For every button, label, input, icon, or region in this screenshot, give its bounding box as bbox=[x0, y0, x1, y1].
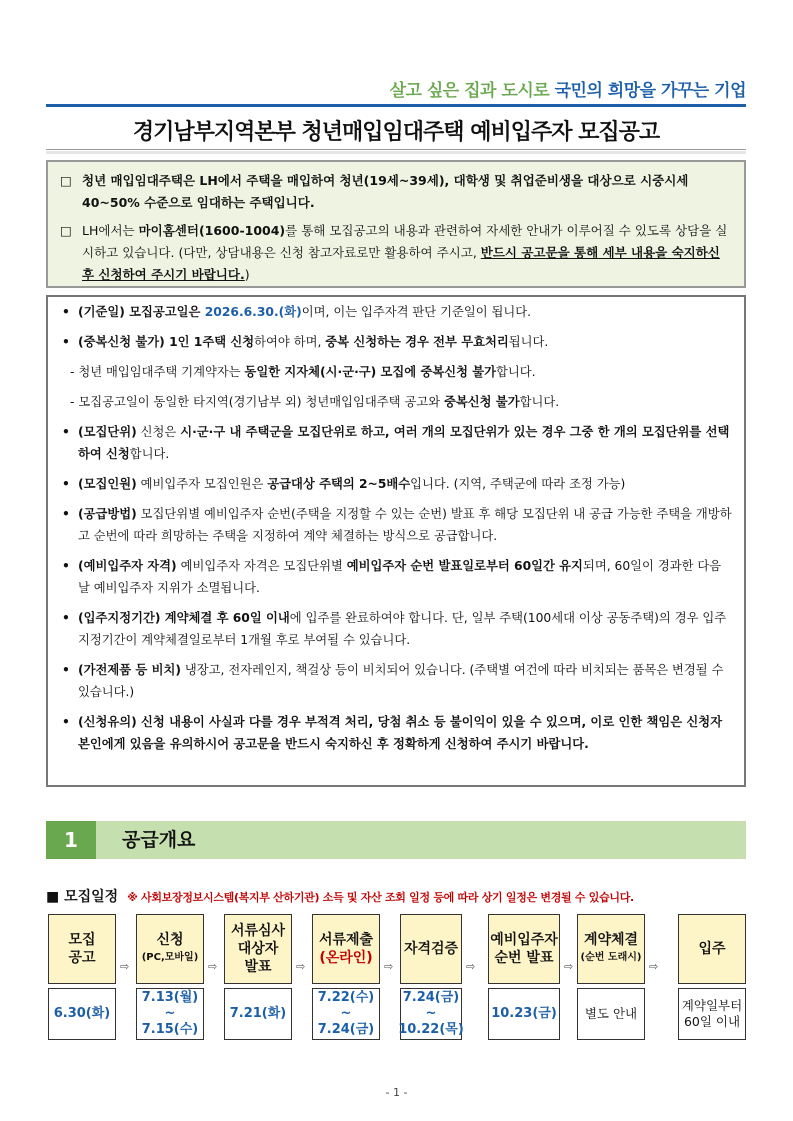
schedule-step-date bbox=[400, 988, 462, 1040]
schedule-step-label-line: 모집 bbox=[68, 932, 96, 948]
schedule-step bbox=[48, 914, 116, 1040]
notice-item-qualification bbox=[60, 555, 732, 599]
schedule-step-label bbox=[48, 914, 116, 984]
notice-text: 공급대상 주택의 2~5배수 bbox=[267, 477, 411, 491]
schedule-step-label-line: 발표 bbox=[244, 959, 272, 975]
bullet-icon: • bbox=[62, 335, 70, 349]
schedule-step-label-line: 서류제출 bbox=[318, 932, 374, 948]
slogan-part2: 국민의 희망을 가꾸는 기업 bbox=[554, 81, 746, 101]
page-number: - 1 - bbox=[385, 1086, 408, 1099]
schedule-step-date-line: 60일 이내 bbox=[683, 1014, 741, 1029]
schedule-heading bbox=[46, 886, 766, 906]
schedule-step-label bbox=[400, 914, 462, 984]
notice-text: - 청년 매입임대주택 기계약자는 bbox=[70, 365, 245, 379]
notice-text: 입니다. (지역, 주택군에 따라 조정 가능) bbox=[410, 477, 626, 491]
notice-text: 냉장고, 전자레인지, 책걸상 등이 비치되어 있습니다. (주택별 여건에 따라 비치되는 품목은 변경될 수 있습니다.) bbox=[78, 663, 724, 699]
bullet-icon: • bbox=[62, 559, 70, 573]
schedule-step-date bbox=[488, 988, 560, 1040]
schedule-step-label-line: (순번 도래시) bbox=[580, 952, 642, 963]
bullet-icon: • bbox=[62, 663, 70, 677]
bullet-icon: • bbox=[62, 507, 70, 521]
arrow-right-icon: ⇨ bbox=[120, 960, 130, 973]
notice-text: (공급방법) bbox=[78, 507, 137, 521]
schedule-step-date-line: 7.24(금) bbox=[317, 1022, 375, 1037]
schedule-step bbox=[136, 914, 204, 1040]
notice-item-duplicate bbox=[60, 331, 732, 353]
intro-text-1: 청년 매입임대주택은 LH에서 주택을 매입하여 청년(19세~39세), 대학생 및 취업준비생을 대상으로 시중시세 40~50% 수준으로 임대하는 주택입니다. bbox=[82, 173, 689, 210]
notice-date: 2026.6.30.(화) bbox=[204, 305, 302, 319]
schedule-step bbox=[400, 914, 462, 1040]
title-box bbox=[46, 104, 746, 150]
schedule-step-label-line: 예비입주자 bbox=[490, 932, 558, 948]
intro-paragraph-2 bbox=[60, 220, 732, 286]
notice-text: 동일한 지자체(시·군·구) 모집에 중복신청 불가 bbox=[244, 365, 497, 379]
notice-text: 합니다. bbox=[496, 365, 536, 379]
notice-item-headcount bbox=[60, 473, 732, 495]
intro-text-2e: ) bbox=[244, 267, 250, 282]
notice-text: 예비입주자 모집인원은 bbox=[136, 477, 268, 491]
schedule-step-label-line: 서류심사 bbox=[230, 923, 286, 939]
schedule-step-date bbox=[577, 988, 645, 1040]
schedule-step-date-line: 계약일부터 bbox=[681, 998, 743, 1013]
arrow-right-icon: ⇨ bbox=[296, 960, 306, 973]
notice-text: 예비입주자 자격은 모집단위별 bbox=[176, 559, 347, 573]
schedule-step-date bbox=[48, 988, 116, 1040]
notice-text: (모집인원) bbox=[78, 477, 137, 491]
schedule-step-date-line: 7.21(화) bbox=[229, 1006, 287, 1021]
schedule-step-date bbox=[224, 988, 292, 1040]
schedule-step-label bbox=[312, 914, 380, 984]
notice-text: 됩니다. bbox=[508, 335, 549, 349]
schedule-step-label-line: 순번 발표 bbox=[494, 950, 554, 966]
notice-item-base-date bbox=[60, 301, 732, 323]
intro-text-2d: 반드시 공고문을 통해 세부 내용을 숙지하신 후 신청하여 주시기 바랍니다. bbox=[82, 245, 720, 282]
schedule-step-date-line: 6.30(화) bbox=[53, 1006, 111, 1021]
notice-text: (예비입주자 자격) bbox=[78, 559, 177, 573]
notice-text: 합니다. bbox=[129, 447, 170, 461]
section-header bbox=[46, 821, 746, 859]
page-title: 경기남부지역본부 청년매입임대주택 예비입주자 모집공고 bbox=[132, 120, 660, 145]
notice-text: 이며, 이는 입주자격 판단 기준일이 됩니다. bbox=[301, 305, 532, 319]
bullet-icon: • bbox=[62, 425, 70, 439]
bullet-icon: • bbox=[62, 715, 70, 729]
section-label: 공급개요 bbox=[122, 829, 196, 851]
schedule-step-label bbox=[488, 914, 560, 984]
schedule-step-date-line: ~ bbox=[164, 1006, 176, 1021]
schedule-step-label bbox=[224, 914, 292, 984]
notice-text: 신청은 bbox=[136, 425, 181, 439]
section-number: 1 bbox=[46, 821, 96, 859]
schedule-step-date-line: 7.15(수) bbox=[141, 1022, 199, 1037]
notice-box bbox=[46, 295, 746, 787]
notice-sub-1 bbox=[60, 361, 732, 383]
bullet-icon: • bbox=[62, 611, 70, 625]
schedule-step-label-line: 대상자 bbox=[237, 941, 279, 957]
notice-sub-2 bbox=[60, 391, 732, 413]
notice-item-move-in bbox=[60, 607, 732, 651]
notice-text: 모집단위별 예비입주자 순번(주택을 지정할 수 있는 순번) 발표 후 해당 모집단위 내 공급 가능한 주택을 개방하고 순번에 따라 희망하는 주택을 지정하여 계약 체결하는 방식으로 공급합니다. bbox=[78, 507, 732, 543]
arrow-right-icon: ⇨ bbox=[208, 960, 218, 973]
schedule-step-date-line: ~ bbox=[340, 1006, 352, 1021]
schedule-step-label-line: 신청 bbox=[156, 932, 184, 948]
notice-text: (입주지정기간) 계약체결 후 60일 이내 bbox=[78, 611, 290, 625]
notice-text: (모집단위) bbox=[78, 425, 137, 439]
schedule-step-label-line: (온라인) bbox=[319, 950, 373, 966]
schedule-step-date-line: 10.22(목) bbox=[398, 1022, 464, 1037]
notice-item-appliances bbox=[60, 659, 732, 703]
arrow-right-icon: ⇨ bbox=[649, 960, 659, 973]
notice-item-unit bbox=[60, 421, 732, 465]
arrow-right-icon: ⇨ bbox=[466, 960, 476, 973]
schedule-step-date-line: 7.22(수) bbox=[317, 990, 375, 1005]
notice-text: 합니다. bbox=[519, 395, 560, 409]
intro-box bbox=[46, 160, 746, 288]
notice-text: 중복신청 불가 bbox=[444, 395, 520, 409]
notice-text: (중복신청 불가) 1인 1주택 신청 bbox=[78, 335, 255, 349]
schedule-step-date-line: 7.13(월) bbox=[141, 990, 199, 1005]
schedule-step-date-line: 7.24(금) bbox=[402, 990, 460, 1005]
notice-text: 에 입주를 완료하여야 합니다. 단, 일부 주택(100세대 이상 공동주택)의 경우 입주지정기간이 계약체결일로부터 1개월 후로 부여될 수 있습니다. bbox=[78, 611, 727, 647]
schedule-note: ※ 사회보장정보시스템(복지부 산하기관) 소득 및 자산 조회 일정 등에 따라 상기 일정은 변경될 수 있습니다. bbox=[127, 891, 634, 904]
schedule-step-label bbox=[577, 914, 645, 984]
notice-item-caution bbox=[60, 711, 732, 755]
schedule-title: 모집일정 bbox=[64, 889, 119, 905]
slogan bbox=[0, 76, 746, 101]
bullet-icon: • bbox=[62, 477, 70, 491]
notice-text: - 모집공고일이 동일한 타지역(경기남부 외) 청년매입임대주택 공고와 bbox=[70, 395, 445, 409]
arrow-right-icon: ⇨ bbox=[564, 960, 574, 973]
schedule-step-date-line: 10.23(금) bbox=[491, 1006, 557, 1021]
notice-item-method bbox=[60, 503, 732, 547]
schedule-step-label bbox=[678, 914, 746, 984]
schedule-step-date-line: ~ bbox=[425, 1006, 437, 1021]
square-bullet-icon: ■ bbox=[46, 889, 60, 905]
arrow-right-icon: ⇨ bbox=[384, 960, 394, 973]
intro-text-2b: 마이홈센터(1600-1004) bbox=[138, 223, 286, 238]
notice-text: 하여야 하며, bbox=[254, 335, 326, 349]
slogan-part1: 살고 싶은 집과 도시로 bbox=[389, 81, 550, 101]
schedule-step-date-line: 별도 안내 bbox=[584, 1006, 638, 1021]
schedule-step-label-line: 입주 bbox=[698, 941, 726, 957]
schedule-step-date bbox=[678, 988, 746, 1040]
schedule-step-date bbox=[136, 988, 204, 1040]
schedule-step-label-line: 공고 bbox=[68, 950, 96, 966]
notice-text: 되며, 60일이 경과한 다음 날 예비입주자 지위가 소멸됩니다. bbox=[78, 559, 722, 595]
intro-text-2a: LH에서는 bbox=[82, 223, 139, 238]
checkbox-square-icon: □ bbox=[60, 173, 72, 188]
schedule-step bbox=[678, 914, 746, 1040]
schedule-step bbox=[488, 914, 560, 1040]
notice-text: (기준일) 모집공고일은 bbox=[78, 305, 205, 319]
schedule-step-label-line: (PC,모바일) bbox=[141, 952, 199, 963]
schedule-step bbox=[312, 914, 380, 1040]
schedule-step-label bbox=[136, 914, 204, 984]
intro-paragraph-1 bbox=[60, 170, 732, 214]
notice-text: 시·군·구 내 주택군을 모집단위로 하고, 여러 개의 모집단위가 있는 경우 그중 한 개의 모집단위를 선택하여 신청 bbox=[78, 425, 730, 461]
notice-text: 중복 신청하는 경우 전부 무효처리 bbox=[325, 335, 509, 349]
schedule-step-label-line: 자격검증 bbox=[403, 941, 459, 957]
notice-text: 예비입주자 순번 발표일로부터 60일간 유지 bbox=[346, 559, 583, 573]
schedule-step-date bbox=[312, 988, 380, 1040]
schedule-step bbox=[577, 914, 645, 1040]
schedule-step-label-line: 계약체결 bbox=[583, 932, 639, 948]
bullet-icon: • bbox=[62, 305, 70, 319]
schedule-step bbox=[224, 914, 292, 1040]
intro-text-2c: 를 통해 모집공고의 내용과 관련하여 자세한 안내가 이루어질 수 있도록 상담을 실시하고 있습니다. (다만, 상담내용은 신청 참고자료로만 활용하여 주시고, bbox=[82, 223, 728, 260]
notice-text: (신청유의) 신청 내용이 사실과 다를 경우 부적격 처리, 당첨 취소 등 불이익이 있을 수 있으며, 이로 인한 책임은 신청자 본인에게 있음을 유의하시어 공고문을 반드시 숙지하신 후 정확하게 신청하여 주시기 바랍니다. bbox=[78, 715, 723, 751]
checkbox-square-icon: □ bbox=[60, 223, 72, 238]
notice-text: (가전제품 등 비치) bbox=[78, 663, 181, 677]
